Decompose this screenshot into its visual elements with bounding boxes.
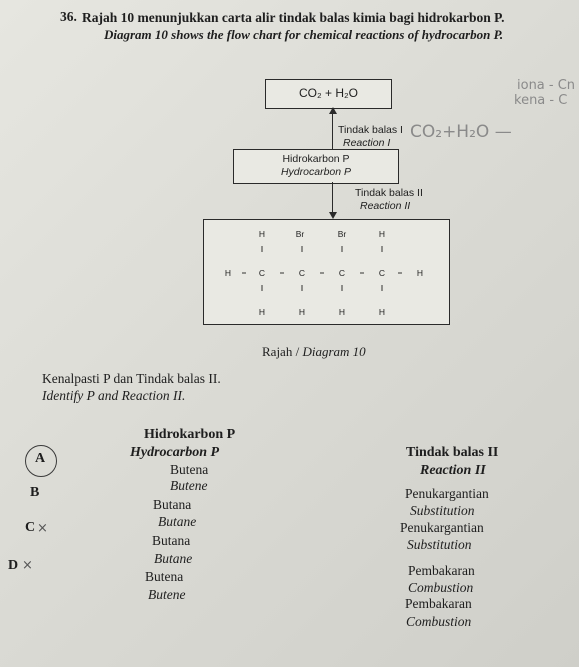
handwritten-note-1: iona - Cn [517,78,576,93]
option-b-p-english: Butane [158,514,197,529]
hydrocarbon-p-english: Hydrocarbon P [280,166,352,178]
option-b-reaction-malay: Penukargantian [400,520,484,535]
products-label: CO₂ + H₂O [299,86,358,100]
atom-c: C [258,268,266,278]
reaction-1-malay: Tindak balas I [338,124,403,136]
products-box [265,79,392,109]
option-c-reaction-malay: Pembakaran [408,563,475,578]
arrow-head-up-icon [329,107,337,114]
structural-formula-box [203,219,450,325]
option-a-reaction-english: Substitution [410,503,475,518]
instruction-english: Identify P and Reaction II. [42,388,186,403]
arrow-reaction-1 [332,112,333,149]
diagram-caption [262,344,366,360]
option-b-letter[interactable]: B [30,485,40,500]
reaction-2-english: Reaction II [360,200,411,212]
option-c-p-malay: Butana [152,533,191,548]
option-a-p-malay: Butena [170,462,209,477]
atom-h: H [298,307,306,317]
option-d-reaction-english: Combustion [406,614,472,629]
caption-english: Diagram 10 [302,344,366,359]
atom-h: H [378,229,386,239]
arrow-head-down-icon [329,212,337,219]
atom-h: H [258,307,266,317]
col-head-reaction-english: Reaction II [420,463,486,478]
question-number: 36. [60,9,77,24]
col-head-hydrocarbon-english: Hydrocarbon P [130,445,220,460]
col-head-hydrocarbon-malay: Hidrokarbon P [144,427,236,442]
option-b-reaction-english: Substitution [407,537,472,552]
handwritten-note-2: kena - C [514,93,568,108]
question-text-malay: Rajah 10 menunjukkan carta alir tindak balas kimia bagi hidrokarbon P. [82,10,505,25]
caption-malay: Rajah / [262,344,303,359]
atom-h: H [338,307,346,317]
option-d-p-malay: Butena [145,569,184,584]
question-text-english: Diagram 10 shows the flow chart for chemical reactions of hydrocarbon P. [104,27,504,42]
reaction-1-english: Reaction I [343,137,391,149]
handwritten-formula: CO₂+H₂O — [410,122,512,142]
atom-c: C [298,268,306,278]
arrow-reaction-2 [332,182,333,212]
atom-h: H [258,229,266,239]
option-d-reaction-malay: Pembakaran [405,596,472,611]
option-a-letter[interactable]: A [35,451,46,466]
atom-br: Br [295,229,305,239]
cross-mark-icon: × [22,558,33,573]
option-b-p-malay: Butana [153,497,192,512]
option-d-p-english: Butene [148,587,186,602]
option-c-reaction-english: Combustion [408,580,474,595]
option-c-p-english: Butane [154,551,193,566]
hydrocarbon-p-malay: Hidrokarbon P [282,153,350,165]
hydrocarbon-p-box [233,149,399,184]
atom-h: H [224,268,232,278]
cross-mark-icon: × [37,521,48,536]
option-a-reaction-malay: Penukargantian [405,486,489,501]
atom-c: C [378,268,386,278]
option-a-p-english: Butene [170,478,208,493]
instruction-malay: Kenalpasti P dan Tindak balas II. [42,371,221,386]
atom-h: H [378,307,386,317]
option-d-letter[interactable]: D [8,558,19,573]
reaction-2-malay: Tindak balas II [355,187,423,199]
dibromobutane-structure [204,220,449,324]
atom-br: Br [337,229,347,239]
col-head-reaction-malay: Tindak balas II [406,445,499,460]
option-c-letter[interactable]: C [25,520,36,535]
atom-c: C [338,268,346,278]
atom-h: H [416,268,424,278]
